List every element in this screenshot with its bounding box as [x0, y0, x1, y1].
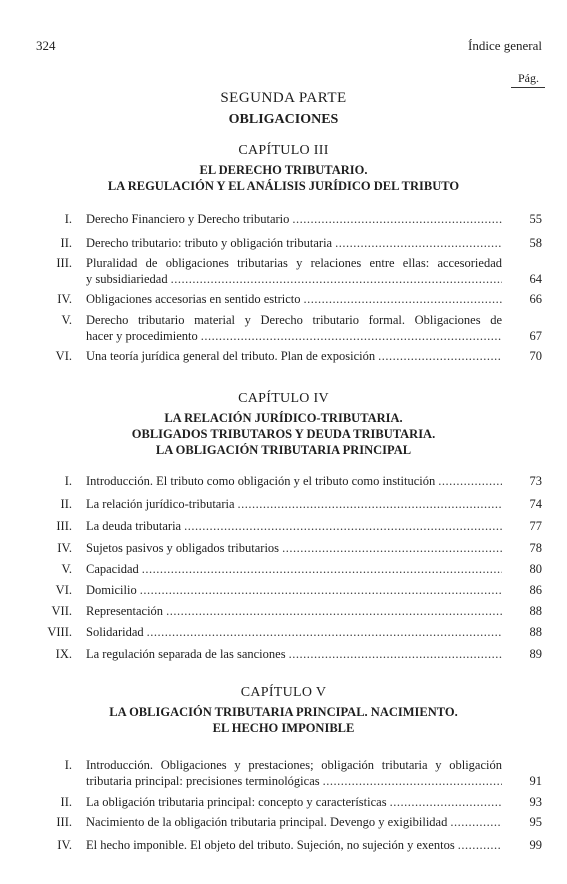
toc-entry-page: 99 — [529, 838, 542, 852]
leader-dots — [292, 211, 502, 227]
toc-entry-number: IV. — [57, 292, 72, 306]
toc-entry-title — [86, 814, 502, 830]
chapter-title-line: EL HECHO IMPONIBLE — [212, 721, 355, 735]
chapter-label: CAPÍTULO IV — [238, 391, 329, 406]
toc-entry-page: 80 — [529, 562, 542, 576]
part-subtitle: OBLIGACIONES — [228, 112, 339, 127]
toc-entry-title — [86, 540, 502, 556]
toc-entry-page: 89 — [529, 647, 542, 661]
toc-entry-line: Introducción. Obligaciones y prestaciones; obligación tributaria y obligación — [86, 758, 502, 772]
toc-entry-title — [86, 518, 502, 534]
toc-entry-number: VI. — [55, 349, 72, 363]
toc-entry-page: 88 — [529, 625, 542, 639]
toc-entry-title — [86, 291, 502, 307]
toc-entry-title — [86, 348, 502, 364]
leader-dots — [201, 328, 502, 344]
toc-entry-line: hacer y procedimiento ..... — [86, 328, 502, 344]
chapter-heading — [0, 143, 567, 194]
leader-dots — [142, 561, 502, 577]
toc-entry-title — [86, 837, 502, 853]
chapter-label: CAPÍTULO III — [238, 143, 329, 158]
toc-entry-line: Solidaridad ..... — [86, 624, 502, 640]
leader-dots — [450, 814, 502, 830]
toc-entry-line: La relación jurídico-tributaria ..... — [86, 496, 502, 512]
toc-entry-number: V. — [61, 562, 72, 576]
leader-dots — [289, 646, 502, 662]
leader-dots — [438, 473, 502, 489]
toc-entry-number: III. — [56, 519, 72, 533]
toc-entry-number: II. — [60, 497, 72, 511]
toc-entry-page: 70 — [529, 349, 542, 363]
toc-entry-number: II. — [60, 795, 72, 809]
toc-entry-line: Nacimiento de la obligación tributaria principal. Devengo y exigibilidad ..... — [86, 814, 502, 830]
toc-entry-title — [86, 624, 502, 640]
toc-entry-title — [86, 235, 502, 251]
toc-entry-line: La regulación separada de las sanciones ..... — [86, 646, 502, 662]
toc-entry-line: Derecho tributario material y Derecho tributario formal. Obligaciones de — [86, 313, 502, 327]
toc-entry-title — [86, 603, 502, 619]
chapter-title-line: LA REGULACIÓN Y EL ANÁLISIS JURÍDICO DEL TRIBUTO — [107, 179, 460, 193]
leader-dots — [378, 348, 502, 364]
toc-entry-line: Una teoría jurídica general del tributo. Plan de exposición ..... — [86, 348, 502, 364]
toc-entry-page: 74 — [529, 497, 542, 511]
toc-entry-number: V. — [61, 313, 72, 327]
toc-entry-page: 95 — [529, 815, 542, 829]
toc-entry-line: tributaria principal: precisiones terminológicas ..... — [86, 773, 502, 789]
pag-column-label: Pág. — [518, 71, 539, 85]
toc-entry-line: El hecho imponible. El objeto del tributo. Sujeción, no sujeción y exentos ..... — [86, 837, 502, 853]
toc-entry-line: Sujetos pasivos y obligados tributarios ..... — [86, 540, 502, 556]
leader-dots — [238, 496, 502, 512]
toc-entry-number: VII. — [51, 604, 72, 618]
leader-dots — [304, 291, 502, 307]
toc-entry-page: 73 — [529, 474, 542, 488]
toc-entry-number: III. — [56, 256, 72, 270]
toc-entry-title — [86, 312, 502, 344]
part-title: SEGUNDA PARTE — [220, 90, 347, 106]
page-number: 324 — [36, 38, 56, 53]
toc-entry-title — [86, 757, 502, 789]
chapter-title-line: LA RELACIÓN JURÍDICO-TRIBUTARIA. — [164, 411, 403, 425]
toc-entry-page: 93 — [529, 795, 542, 809]
toc-entry-line: La obligación tributaria principal: concepto y características ..... — [86, 794, 502, 810]
leader-dots — [458, 837, 502, 853]
leader-dots — [171, 271, 502, 287]
toc-entry-number: I. — [64, 758, 72, 772]
toc-entry-page: 77 — [529, 519, 542, 533]
toc-entry-title — [86, 211, 502, 227]
toc-entry-number: VI. — [55, 583, 72, 597]
toc-entry-line: Representación ..... — [86, 603, 502, 619]
leader-dots — [323, 773, 502, 789]
toc-entry-number: II. — [60, 236, 72, 250]
leader-dots — [140, 582, 502, 598]
toc-entry-page: 55 — [529, 212, 542, 226]
toc-entry-line: Introducción. El tributo como obligación y el tributo como institución ..... — [86, 473, 502, 489]
chapter-title-line: LA OBLIGACIÓN TRIBUTARIA PRINCIPAL. NACIMIENTO. — [109, 705, 458, 719]
toc-entry-line: Capacidad ..... — [86, 561, 502, 577]
toc-entry-number: VIII. — [47, 625, 72, 639]
toc-entry-page: 78 — [529, 541, 542, 555]
toc-entry-line: La deuda tributaria ..... — [86, 518, 502, 534]
toc-entry-number: III. — [56, 815, 72, 829]
toc-entry-title — [86, 582, 502, 598]
chapter-label: CAPÍTULO V — [240, 685, 327, 700]
leader-dots — [282, 540, 502, 556]
toc-entry-page: 67 — [529, 329, 542, 343]
chapter-title — [0, 162, 567, 194]
toc-entry-title — [86, 646, 502, 662]
chapter-title — [0, 410, 567, 458]
chapter-title-line: LA OBLIGACIÓN TRIBUTARIA PRINCIPAL — [155, 443, 412, 457]
toc-entry-number: IX. — [55, 647, 72, 661]
chapter-title — [0, 704, 567, 736]
toc-entry-line: Domicilio ..... — [86, 582, 502, 598]
toc-entry-page: 66 — [529, 292, 542, 306]
chapter-title-line: EL DERECHO TRIBUTARIO. — [199, 163, 368, 177]
toc-entry-line: y subsidiariedad ..... — [86, 271, 502, 287]
running-title: Índice general — [468, 38, 542, 53]
leader-dots — [184, 518, 502, 534]
toc-entry-line: Derecho tributario: tributo y obligación tributaria ..... — [86, 235, 502, 251]
toc-entry-page: 86 — [529, 583, 542, 597]
toc-entry-line: Pluralidad de obligaciones tributarias y relaciones entre ellas: accesoriedad — [86, 256, 502, 270]
toc-entry-line: Derecho Financiero y Derecho tributario ..... — [86, 211, 502, 227]
leader-dots — [147, 624, 502, 640]
leader-dots — [335, 235, 502, 251]
toc-entry-page: 58 — [529, 236, 542, 250]
toc-entry-page: 64 — [529, 272, 542, 286]
chapter-heading — [0, 685, 567, 736]
toc-entry-title — [86, 794, 502, 810]
pag-rule — [511, 87, 545, 88]
toc-entry-number: I. — [64, 474, 72, 488]
toc-entry-page: 91 — [529, 774, 542, 788]
toc-entry-number: IV. — [57, 838, 72, 852]
leader-dots — [390, 794, 502, 810]
toc-entry-title — [86, 473, 502, 489]
toc-entry-page: 88 — [529, 604, 542, 618]
chapter-heading — [0, 391, 567, 458]
toc-entry-number: I. — [64, 212, 72, 226]
toc-entry-number: IV. — [57, 541, 72, 555]
toc-entry-line: Obligaciones accesorias en sentido estricto ..... — [86, 291, 502, 307]
toc-entry-title — [86, 496, 502, 512]
toc-entry-title — [86, 561, 502, 577]
chapter-title-line: OBLIGADOS TRIBUTAROS Y DEUDA TRIBUTARIA. — [131, 427, 436, 441]
toc-entry-title — [86, 255, 502, 287]
leader-dots — [166, 603, 502, 619]
